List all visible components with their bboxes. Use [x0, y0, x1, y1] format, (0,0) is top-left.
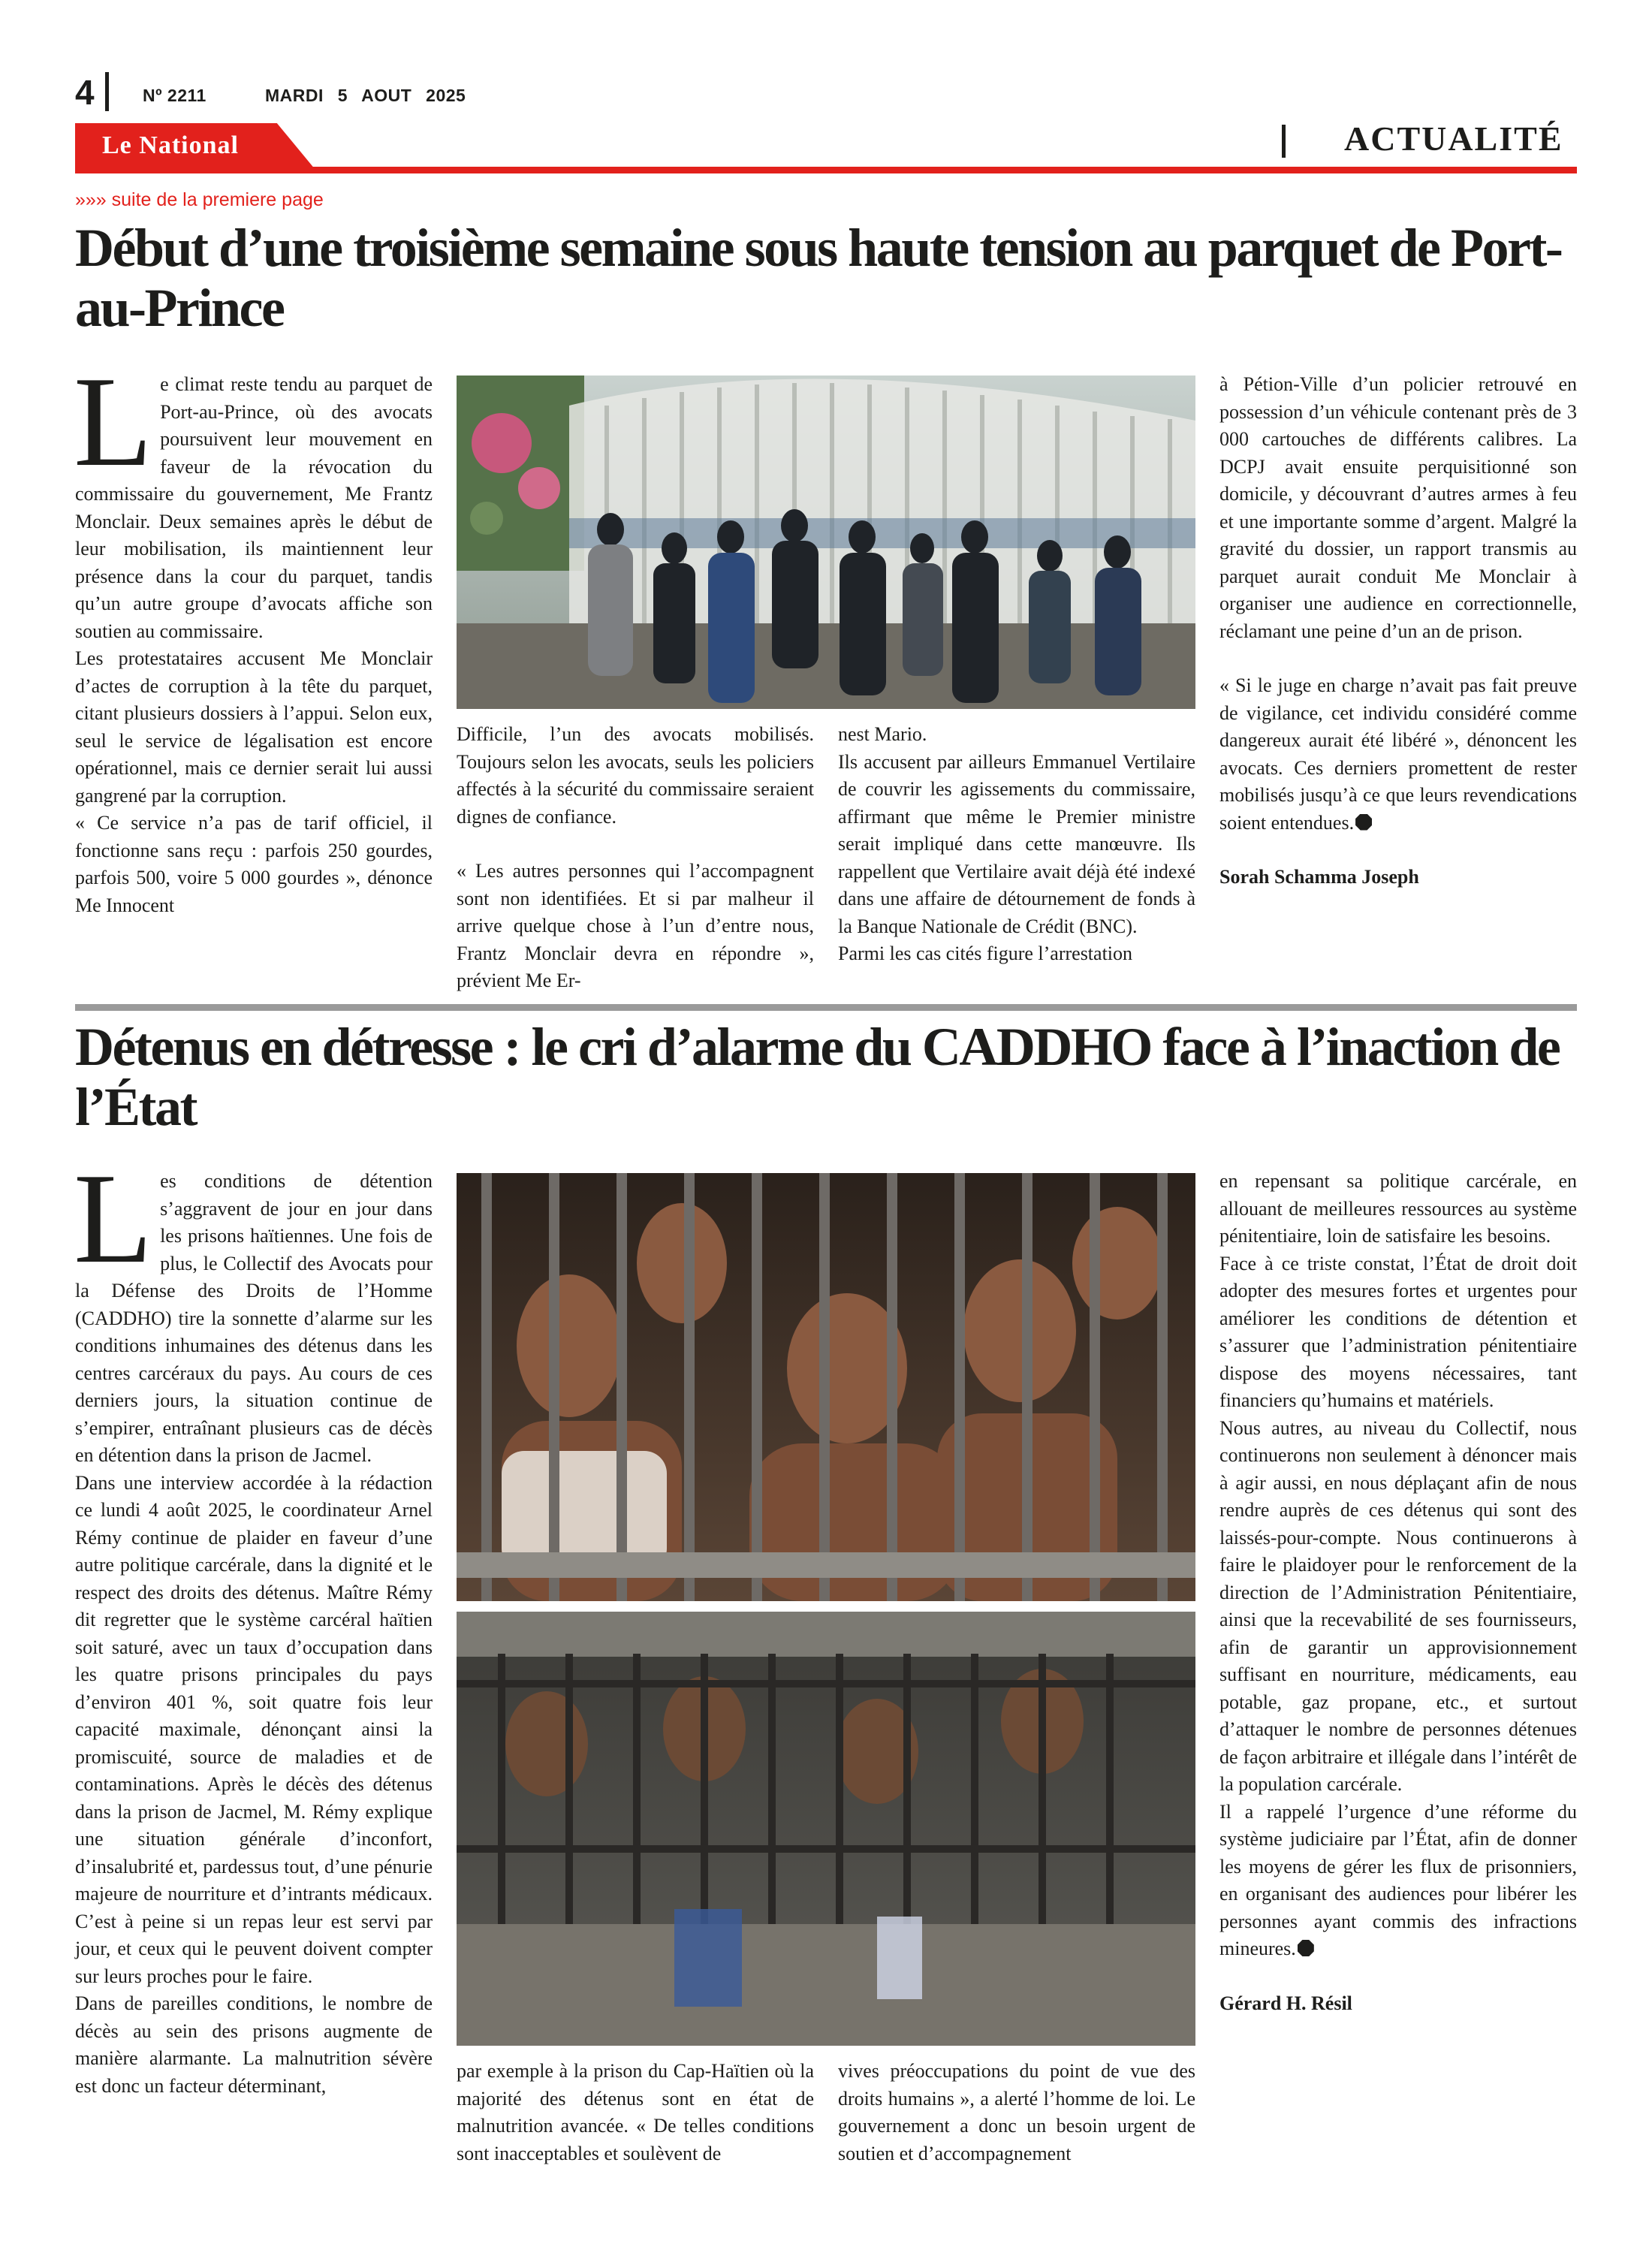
- paragraph-text: Il a rappelé l’urgence d’une réforme du système judiciaire par l’État, afin de donner les moyens de gérer les flux de prisonniers, en organisant des audiences pour libérer les personnes ayant commis des infractions mineures.: [1219, 1800, 1577, 1959]
- article1-photo: [457, 376, 1195, 709]
- article2-dropcap: L: [74, 1148, 153, 1290]
- article1-column-1: [74, 351, 433, 919]
- paragraph: par exemple à la prison du Cap-Haïtien où la majorité des détenus sont en état de malnutrition avancée. « De telles conditions sont inacceptables et soulèvent de: [457, 2060, 814, 2164]
- paragraph: Difficile, l’un des avocats mobilisés. Toujours selon les avocats, seuls les policiers affectés à la sécurité du commissaire seraient dignes de confiance.: [457, 723, 814, 828]
- article2-column-4: [1219, 1168, 1577, 2017]
- article1-headline: Début d’une troisième semaine sous haute tension au parquet de Port-au-Prince: [75, 218, 1562, 338]
- article1-column-4: [1219, 371, 1577, 891]
- paragraph: « Les autres personnes qui l’accompagnent sont non identifiées. Et si par malheur il arrive quelque chose à l’un d’entre nous, Frantz Monclair devra en répondre », prévient Me Er-: [457, 860, 814, 991]
- prisoners-behind-bars-photo: [457, 1173, 1195, 2046]
- paragraph: [1219, 672, 1577, 837]
- paragraph: Dans une interview accordée à la rédaction ce lundi 4 août 2025, le coordinateur Arnel Rémy continue de plaider en faveur d’une autre politique carcérale, dans la dignité et le respect des droits des détenus. Maître Rémy dit regretter que le système carcéral haïtien soit saturé, avec un taux d’occupation dans les quatre prisons principales du pays d’environ 401 %, soit quatre fois leur capacité maximale, dénonçant ainsi la promiscuité, source de maladies et de contaminations. Après le décès des détenus dans la prison de Jacmel, M. Rémy explique une situation générale d’inconfort, d’insalubrité et, pardessus tout, d’une pénurie majeure de nourriture et d’intrants médicaux. C’est à peine si un repas leur est servi par jour, et ceux qui le peuvent doivent compter sur leurs proches pour le faire.: [75, 1471, 433, 1987]
- paragraph: nest Mario.: [838, 723, 927, 745]
- paragraph: es conditions de détention s’aggravent de jour en jour dans les prisons haïtiennes. Une fois de plus, le Collectif des Avocats pour la Défense des Droits de l’Homme (CADDHO) tire la sonnette d’alarme sur les conditions inhumaines des détenus dans les centres carcéraux du pays. Au cours de ces derniers jours, la situation continue de s’empirer, entraînant plusieurs cas de décès en détention dans la prison de Jacmel.: [75, 1170, 433, 1466]
- article2-photo: [457, 1173, 1195, 2046]
- end-of-article-icon: [1355, 814, 1372, 831]
- article1-byline: Sorah Schamma Joseph: [1219, 866, 1419, 888]
- paragraph: Face à ce triste constat, l’État de droit doit adopter des mesures fortes et urgentes pour améliorer les conditions de détention et s’assurer que l’administration pénitentiaire dispose des moyens nécessaires, tant financiers qu’humains et matériels.: [1219, 1252, 1577, 1411]
- paragraph: « Ce service n’a pas de tarif officiel, il fonctionne sans reçu : parfois 250 gourdes, parfois 500, voire 5 000 gourdes », dénonce Me Innocent: [75, 812, 433, 916]
- issue-number: Nº 2211: [143, 86, 206, 105]
- paragraph: Parmi les cas cités figure l’arrestation: [838, 943, 1133, 964]
- article2-column-1: [74, 1148, 433, 2100]
- section-name: ACTUALITÉ: [1344, 119, 1563, 158]
- header-rule: [75, 167, 1577, 173]
- paragraph: Nous autres, au niveau du Collectif, nous continuerons non seulement à dénoncer mais à agir aussi, en nous déplaçant afin de nous rendre auprès de ces détenus qui sont des laissés-pour-compte. Nous continuerons à faire le plaidoyer pour le renforcement de la direction de l’Administration Pénitentiaire, ainsi que la recevabilité de ses fournisseurs, afin de garantir un approvisionnement suffisant en nourriture, médicaments, eau potable, gaz propane, etc., et surtout d’attaquer le nombre de personnes détenues de façon arbitraire et illégale dans l’intérêt de la population carcérale.: [1219, 1416, 1577, 1795]
- continued-note: »»» suite de la premiere page: [75, 189, 324, 210]
- article1-column-3: [838, 721, 1195, 968]
- paragraph: Les protestataires accusent Me Monclair d’actes de corruption à la tête du parquet, citant plusieurs dossiers à l’appui. Selon eux, seul le service de légalisation est encore opérationnel, mais ce dernier serait lui aussi gangrené par la corruption.: [75, 647, 433, 807]
- paragraph: [1219, 1799, 1577, 1963]
- paragraph: Dans de pareilles conditions, le nombre de décès au sein des prisons augmente de manière alarmante. La malnutrition sévère est donc un facteur déterminant,: [75, 1992, 433, 2097]
- article1-dropcap: L: [74, 351, 153, 493]
- page-number: 4: [75, 73, 95, 112]
- article2-headline: Détenus en détresse : le cri d’alarme du CADDHO face à l’inaction de l’État: [75, 1017, 1560, 1137]
- end-of-article-icon: [1298, 1940, 1314, 1956]
- paragraph: Ils accusent par ailleurs Emmanuel Vertilaire de couvrir les agissements du commissaire, affirmant que même le Premier ministre serait impliqué dans cette manœuvre. Ils rappellent que Vertilaire avait déjà été indexé dans une affaire de détournement de fonds à la Banque Nationale de Crédit (BNC).: [838, 750, 1195, 937]
- lawyers-courtyard-photo: [457, 376, 1195, 709]
- article-divider: [75, 1004, 1577, 1011]
- article2-column-3: [838, 2058, 1195, 2167]
- paragraph: vives préoccupations du point de vue des droits humains », a alerté l’homme de loi. Le gouvernement a donc un besoin urgent de soutien et d’accompagnement: [838, 2060, 1195, 2164]
- issue-date: MARDI 5 AOUT 2025: [265, 86, 466, 105]
- paragraph: en repensant sa politique carcérale, en allouant de meilleures ressources au système pénitentiaire, loin de satisfaire les besoins.: [1219, 1170, 1577, 1247]
- newspaper-name: Le National: [102, 131, 239, 159]
- article2-column-2: [457, 2058, 814, 2167]
- paragraph-text: « Si le juge en charge n’avait pas fait preuve de vigilance, cet individu considéré comme dangereux aurait été libéré », dénoncent les avocats. Ces derniers promettent de rester mobilisés jusqu’à ce que leurs revendications soient entendues.: [1219, 674, 1577, 834]
- paragraph: à Pétion-Ville d’un policier retrouvé en possession d’un véhicule contenant près de 3 000 cartouches de différents calibres. La DCPJ avait ensuite perquisitionné son domicile, y découvrant d’autres armes à feu et une importante somme d’argent. Malgré la gravité du dossier, un rapport transmis au parquet aurait conduit Me Monclair à organiser une audience en correctionnelle, réclamant une peine d’un an de prison.: [1219, 373, 1577, 642]
- section-divider: [1282, 125, 1286, 158]
- paragraph: e climat reste tendu au parquet de Port-au-Prince, où des avocats poursuivent leur mouvement en faveur de la révocation du commissaire du gouvernement, Me Frantz Monclair. Deux semaines après le début de leur mobilisation, ils maintiennent leur présence dans la cour du parquet, tandis qu’un autre groupe d’avocats affiche son soutien au commissaire.: [75, 373, 433, 642]
- page-number-divider: [105, 72, 109, 111]
- article2-byline: Gérard H. Résil: [1219, 1992, 1352, 2014]
- article1-column-2: [457, 721, 814, 995]
